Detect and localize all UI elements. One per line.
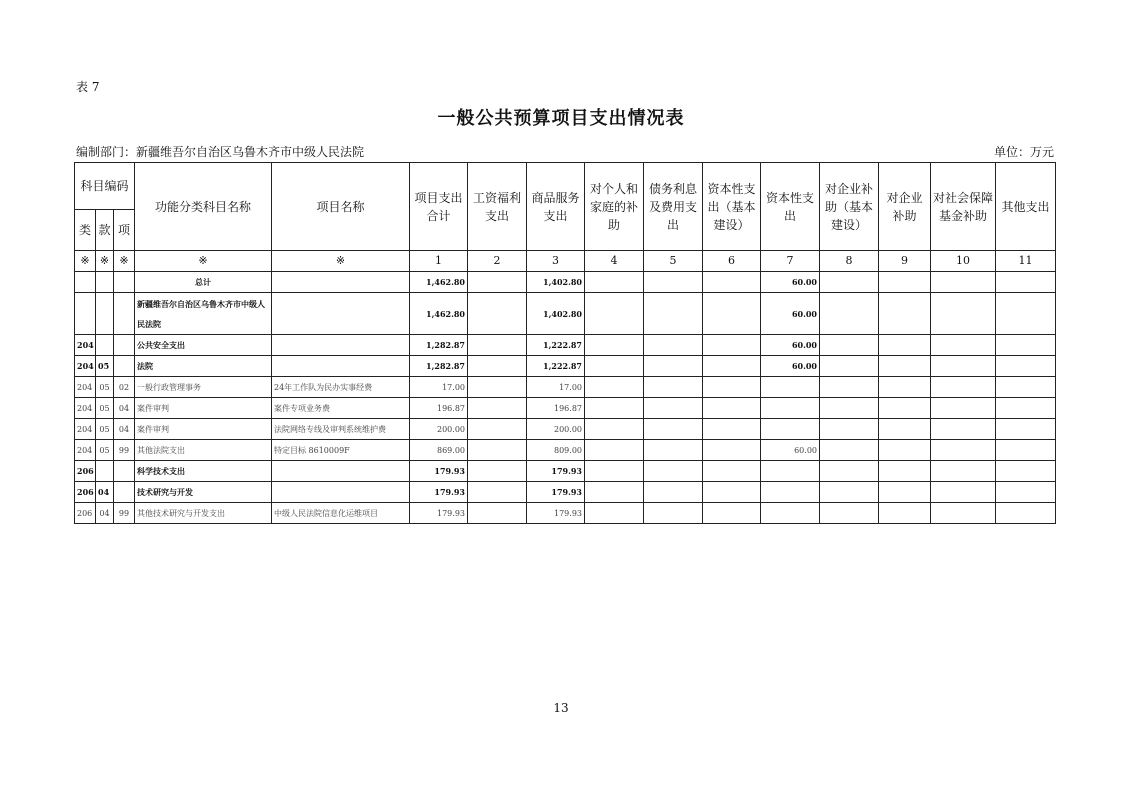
kuan-cell: 04: [96, 482, 114, 503]
value-cell-6: [703, 377, 761, 398]
func-name-header: 功能分类科目名称: [135, 163, 272, 251]
table-row: [75, 461, 1056, 482]
func-name-cell: 一般行政管理事务: [135, 377, 272, 398]
col-index: 10: [931, 251, 996, 272]
xiang-cell: [114, 272, 135, 293]
col-index: 2: [468, 251, 527, 272]
project-name-cell: 24年工作队为民办实事经费: [272, 377, 410, 398]
value-cell-5: [644, 377, 703, 398]
value-cell-3: 17.00: [527, 377, 585, 398]
value-cell-4: [585, 377, 644, 398]
lei-cell: 206: [75, 482, 96, 503]
project-name-cell: [272, 461, 410, 482]
col-header-7: 资本性支出: [761, 163, 820, 251]
value-cell-11: [996, 419, 1056, 440]
value-cell-4: [585, 440, 644, 461]
value-cell-9: [879, 293, 931, 335]
kuan-cell: 04: [96, 503, 114, 524]
value-cell-7: [761, 398, 820, 419]
lei-cell: 204: [75, 440, 96, 461]
value-cell-5: [644, 335, 703, 356]
lei-cell: 204: [75, 335, 96, 356]
lei-cell: [75, 272, 96, 293]
lei-header: 类: [75, 210, 96, 251]
value-cell-9: [879, 482, 931, 503]
col-header-6: 资本性支出（基本建设）: [703, 163, 761, 251]
mark-cell: ※: [96, 251, 114, 272]
value-cell-3: 1,222.87: [527, 356, 585, 377]
project-name-cell: [272, 482, 410, 503]
value-cell-2: [468, 356, 527, 377]
value-cell-11: [996, 356, 1056, 377]
department-label: 编制部门：新疆维吾尔自治区乌鲁木齐市中级人民法院: [76, 145, 365, 159]
col-index: 4: [585, 251, 644, 272]
value-cell-6: [703, 440, 761, 461]
table-row: [75, 482, 1056, 503]
value-cell-6: [703, 272, 761, 293]
value-cell-11: [996, 482, 1056, 503]
table-number: 表 7: [76, 80, 100, 94]
col-header-2: 工资福利支出: [468, 163, 527, 251]
lei-cell: 206: [75, 503, 96, 524]
value-cell-11: [996, 461, 1056, 482]
lei-cell: [75, 293, 96, 335]
value-cell-7: 60.00: [761, 440, 820, 461]
code-group-header: 科目编码: [75, 163, 135, 210]
xiang-cell: 04: [114, 419, 135, 440]
value-cell-5: [644, 482, 703, 503]
value-cell-9: [879, 272, 931, 293]
xiang-cell: 02: [114, 377, 135, 398]
func-name-cell: 其他技术研究与开发支出: [135, 503, 272, 524]
func-name-cell: 其他法院支出: [135, 440, 272, 461]
xiang-cell: [114, 461, 135, 482]
value-cell-10: [931, 335, 996, 356]
value-cell-10: [931, 377, 996, 398]
value-cell-10: [931, 440, 996, 461]
kuan-cell: [96, 335, 114, 356]
value-cell-10: [931, 482, 996, 503]
kuan-header: 款: [96, 210, 114, 251]
kuan-cell: [96, 272, 114, 293]
value-cell-3: 179.93: [527, 482, 585, 503]
value-cell-4: [585, 482, 644, 503]
value-cell-6: [703, 398, 761, 419]
value-cell-9: [879, 398, 931, 419]
table-row: [75, 440, 1056, 461]
value-cell-6: [703, 419, 761, 440]
value-cell-5: [644, 398, 703, 419]
value-cell-10: [931, 272, 996, 293]
func-name-cell: 总计: [135, 272, 272, 293]
value-cell-4: [585, 419, 644, 440]
value-cell-5: [644, 293, 703, 335]
value-cell-4: [585, 503, 644, 524]
value-cell-10: [931, 398, 996, 419]
value-cell-11: [996, 293, 1056, 335]
value-cell-7: 60.00: [761, 335, 820, 356]
value-cell-6: [703, 482, 761, 503]
kuan-cell: 05: [96, 398, 114, 419]
value-cell-2: [468, 335, 527, 356]
col-header-3: 商品服务支出: [527, 163, 585, 251]
value-cell-4: [585, 398, 644, 419]
value-cell-9: [879, 419, 931, 440]
value-cell-3: 179.93: [527, 503, 585, 524]
value-cell-8: [820, 440, 879, 461]
table-row: [75, 335, 1056, 356]
table-row: [75, 398, 1056, 419]
value-cell-7: 60.00: [761, 293, 820, 335]
value-cell-2: [468, 461, 527, 482]
project-name-cell: 案件专项业务费: [272, 398, 410, 419]
lei-cell: 204: [75, 356, 96, 377]
value-cell-4: [585, 272, 644, 293]
value-cell-1: 179.93: [410, 461, 468, 482]
value-cell-9: [879, 335, 931, 356]
xiang-cell: 99: [114, 440, 135, 461]
value-cell-7: [761, 503, 820, 524]
value-cell-4: [585, 335, 644, 356]
mark-cell: ※: [75, 251, 96, 272]
col-index: 1: [410, 251, 468, 272]
value-cell-1: 1,462.80: [410, 272, 468, 293]
value-cell-5: [644, 503, 703, 524]
lei-cell: 204: [75, 419, 96, 440]
value-cell-11: [996, 377, 1056, 398]
kuan-cell: [96, 293, 114, 335]
value-cell-6: [703, 356, 761, 377]
value-cell-7: [761, 419, 820, 440]
col-header-4: 对个人和家庭的补助: [585, 163, 644, 251]
value-cell-11: [996, 335, 1056, 356]
table-row: [75, 503, 1056, 524]
func-name-cell: 公共安全支出: [135, 335, 272, 356]
func-name-cell: 科学技术支出: [135, 461, 272, 482]
value-cell-10: [931, 293, 996, 335]
table-row: [75, 356, 1056, 377]
kuan-cell: 05: [96, 377, 114, 398]
value-cell-8: [820, 419, 879, 440]
col-index: 7: [761, 251, 820, 272]
project-name-cell: [272, 335, 410, 356]
func-name-cell: 案件审判: [135, 419, 272, 440]
xiang-cell: [114, 293, 135, 335]
lei-cell: 204: [75, 398, 96, 419]
value-cell-10: [931, 356, 996, 377]
page-number: 13: [553, 701, 569, 715]
value-cell-3: 1,402.80: [527, 272, 585, 293]
value-cell-8: [820, 398, 879, 419]
kuan-cell: 05: [96, 356, 114, 377]
value-cell-5: [644, 272, 703, 293]
value-cell-7: [761, 377, 820, 398]
value-cell-11: [996, 503, 1056, 524]
kuan-cell: 05: [96, 440, 114, 461]
value-cell-9: [879, 440, 931, 461]
value-cell-8: [820, 482, 879, 503]
value-cell-1: 17.00: [410, 377, 468, 398]
value-cell-6: [703, 335, 761, 356]
value-cell-3: 179.93: [527, 461, 585, 482]
project-name-header: 项目名称: [272, 163, 410, 251]
project-name-cell: 法院网络专线及审判系统维护费: [272, 419, 410, 440]
func-name-cell: 技术研究与开发: [135, 482, 272, 503]
col-header-11: 其他支出: [996, 163, 1056, 251]
value-cell-3: 809.00: [527, 440, 585, 461]
xiang-cell: [114, 482, 135, 503]
value-cell-9: [879, 461, 931, 482]
project-name-cell: 中级人民法院信息化运维项目: [272, 503, 410, 524]
value-cell-9: [879, 503, 931, 524]
xiang-cell: 99: [114, 503, 135, 524]
col-header-8: 对企业补助（基本建设）: [820, 163, 879, 251]
lei-cell: 206: [75, 461, 96, 482]
mark-cell: ※: [135, 251, 272, 272]
value-cell-8: [820, 356, 879, 377]
value-cell-6: [703, 503, 761, 524]
value-cell-6: [703, 293, 761, 335]
col-header-9: 对企业补助: [879, 163, 931, 251]
value-cell-9: [879, 356, 931, 377]
project-name-cell: [272, 272, 410, 293]
value-cell-8: [820, 461, 879, 482]
value-cell-11: [996, 440, 1056, 461]
col-index: 11: [996, 251, 1056, 272]
table-row: [75, 419, 1056, 440]
value-cell-10: [931, 461, 996, 482]
value-cell-1: 1,282.87: [410, 356, 468, 377]
value-cell-5: [644, 419, 703, 440]
value-cell-5: [644, 356, 703, 377]
value-cell-8: [820, 377, 879, 398]
xiang-cell: [114, 356, 135, 377]
value-cell-9: [879, 377, 931, 398]
xiang-header: 项: [114, 210, 135, 251]
mark-cell: ※: [272, 251, 410, 272]
value-cell-5: [644, 440, 703, 461]
table-row: [75, 377, 1056, 398]
value-cell-2: [468, 377, 527, 398]
value-cell-8: [820, 293, 879, 335]
value-cell-1: 179.93: [410, 503, 468, 524]
col-header-5: 债务利息及费用支出: [644, 163, 703, 251]
budget-table: [74, 162, 1056, 524]
value-cell-1: 1,282.87: [410, 335, 468, 356]
value-cell-2: [468, 398, 527, 419]
value-cell-7: [761, 482, 820, 503]
value-cell-2: [468, 293, 527, 335]
value-cell-11: [996, 398, 1056, 419]
value-cell-4: [585, 356, 644, 377]
page-title: 一般公共预算项目支出情况表: [437, 108, 685, 129]
value-cell-1: 869.00: [410, 440, 468, 461]
value-cell-10: [931, 419, 996, 440]
table-row: [75, 272, 1056, 293]
value-cell-3: 196.87: [527, 398, 585, 419]
value-cell-8: [820, 335, 879, 356]
col-header-1: 项目支出合计: [410, 163, 468, 251]
value-cell-11: [996, 272, 1056, 293]
value-cell-1: 200.00: [410, 419, 468, 440]
col-header-10: 对社会保障基金补助: [931, 163, 996, 251]
value-cell-7: [761, 461, 820, 482]
xiang-cell: [114, 335, 135, 356]
unit-label: 单位：万元: [993, 145, 1054, 159]
kuan-cell: 05: [96, 419, 114, 440]
table-row: [75, 293, 1056, 335]
value-cell-10: [931, 503, 996, 524]
value-cell-1: 196.87: [410, 398, 468, 419]
mark-cell: ※: [114, 251, 135, 272]
project-name-cell: 特定目标 8610009F: [272, 440, 410, 461]
value-cell-3: 1,402.80: [527, 293, 585, 335]
value-cell-5: [644, 461, 703, 482]
value-cell-2: [468, 419, 527, 440]
kuan-cell: [96, 461, 114, 482]
value-cell-8: [820, 503, 879, 524]
col-index: 5: [644, 251, 703, 272]
project-name-cell: [272, 356, 410, 377]
col-index: 3: [527, 251, 585, 272]
project-name-cell: [272, 293, 410, 335]
value-cell-2: [468, 482, 527, 503]
value-cell-7: 60.00: [761, 272, 820, 293]
value-cell-4: [585, 293, 644, 335]
xiang-cell: 04: [114, 398, 135, 419]
value-cell-3: 200.00: [527, 419, 585, 440]
value-cell-8: [820, 272, 879, 293]
value-cell-2: [468, 503, 527, 524]
value-cell-2: [468, 272, 527, 293]
col-index: 9: [879, 251, 931, 272]
func-name-cell: 新疆维吾尔自治区乌鲁木齐市中级人民法院: [135, 293, 272, 335]
value-cell-1: 1,462.80: [410, 293, 468, 335]
value-cell-4: [585, 461, 644, 482]
value-cell-1: 179.93: [410, 482, 468, 503]
func-name-cell: 法院: [135, 356, 272, 377]
col-index: 8: [820, 251, 879, 272]
value-cell-3: 1,222.87: [527, 335, 585, 356]
value-cell-2: [468, 440, 527, 461]
lei-cell: 204: [75, 377, 96, 398]
value-cell-6: [703, 461, 761, 482]
func-name-cell: 案件审判: [135, 398, 272, 419]
col-index: 6: [703, 251, 761, 272]
value-cell-7: 60.00: [761, 356, 820, 377]
